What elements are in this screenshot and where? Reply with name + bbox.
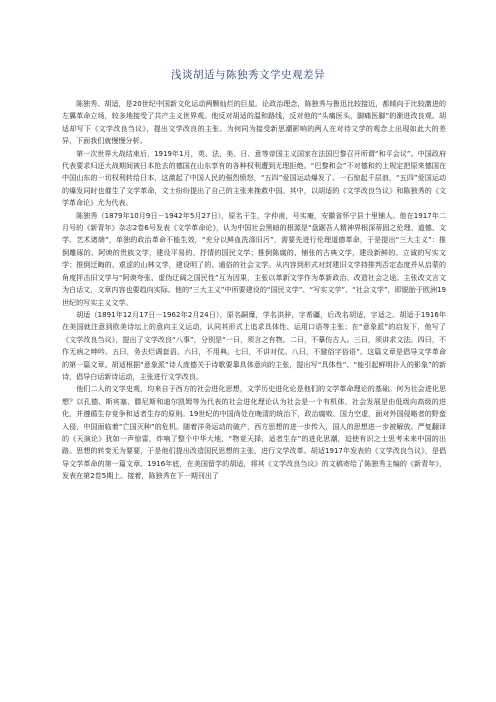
paragraph-intro: 陈独秀、胡适，是20世纪中国新文化运动两颗灿烂的巨星。论政治理念，陈独秀与鲁迅比较接近，都倾向于比较激进的左翼革命立场，较多地接受了共产主义世界观。他反对胡适的温和路线，反对他的“头痛医头，脚痛医脚”的渐进改良观。胡适却写下《文学改良刍议》，提出文学改良的主张。为何同为接受新思潮影响的两人在对待文学的观念上出现如此大的差异，下面我们就慢慢分析。: [62, 99, 446, 146]
paragraph-chen-duxiu: 陈独秀（1879年10月9日－1942年5月27日），原名干生，字仲甫，号实庵，安徽省怀宁县十里铺人。他在1917年二月号的《新青年》杂志2卷6号发表《文学革命论》，认为中国社会黑暗的根源是“盘踞吾人精神界根深蒂固之伦理、道德、文学、艺术诸端”，单独的政治革命不能生效，“充分以鲜血洗涤旧污”，需要先进行伦理道德革命，于是提出“三大主义”：推倒雕琢的、阿谀的贵族文学，建设平易的、抒情的国民文学；推倒陈腐的、铺张的古典文学，建设新鲜的、立诚的写实文学；推倒迂晦的、艰涩的山林文学，建设明了的、通俗的社会文学。从内容到形式对封建旧文学持排判否定态度并从启蒙的角度抨击旧文学与“阿谀夸张、虚伪迂阔之国民性”互为因果，主张以革新文学作为革新政治、改造社会之途。主张改文言文为白话文，文章内容也要趋向实际。他的“三大主义”中所要建设的“国民文学”、“写实文学”、“社会文学”，即脱胎于欧洲19世纪的写实主义文学。: [62, 210, 446, 307]
document-body: [62, 98, 446, 483]
paragraph-background: 第一次世界大战结束后，1919年1月，英、法、美、日、意等帝国主义国家在法国巴黎召开所谓“和平会议”。中国政府代表要求归还大战期间被日本抢去的德国在山东享有的各种权利遭到无理拒绝。“巴黎和会”不对德和约上规定把原来德国在中国山东的一切权利转给日本，这激起了中国人民的强烈愤怒，“五四”爱国运动爆发了。一石惊起千层浪，“五四”爱国运动的爆发同时也催生了文学革命，文士纷纷提出了自己的主张来挽救中国。其中，以胡适的《文学改良刍议》和陈独秀的《文学革命论》尤为代表。: [62, 148, 446, 208]
document-title: 浅谈胡适与陈独秀文学史观差异: [171, 69, 325, 81]
paragraph-hu-shi: 胡适（1891年12月17日－1962年2月24日），原名嗣糜，学名洪骍，字希疆，后改名胡适，字适之。胡适于1916年在美国就注意到欧美诗坛上的意向主义运动，认同其形式上追求具体性、运用口语等主张；在“意象派”的启发下，他写了《文学改良刍议》，提出了文学改良“八事”，分别是“一曰，须言之有物。二曰，不摹仿古人。三曰，须讲求文法。四曰，不作无病之呻吟。五曰，务去烂调套语。六曰，不用典。七曰，不讲对仗。八曰，不避俗字俗语”。这篇文章是倡导文学革命的第一篇文章。胡适根据“意象派”诗人庞德关于诗歌要靠具体意向的主张，提出写“具体性”、“能引起鲜明扑人的影象”的新诗，倡导白话新诗运动，主张进行文学改良。: [62, 309, 446, 381]
paragraph-evolution-theory: 他们二人的文学史观，均来自于西方的社会进化思想，文学历史进化论是他们的文学革命理论的基础。何为社会进化思想？以孔德、斯宾塞、滕尼斯和迪尔凯姆等为代表的社会进化理论认为社会是一个有机体，社会发展是由低级向高级的进化，并遵循生存竞争和适者生存的原则。19世纪的中国尚处在晚清的统治下，政治腐败、国力空虚，面对外国侵略者的野蛮入侵，中国面临着“亡国灭种”的危机。随着洋务运动的破产，西方思想的进一步传入，国人的思想进一步被解放。严复翻译的《天演论》犹如一声惊雷，炸响了整个中华大地，“物竞天择，适者生存”的进化思潮，迫使有识之士思考未来中国的出路。思想的转变无为要要，于是他们提出改造国民思想的主张，进行文学改革。胡适1917年发表的《文学改良刍议》，是倡导文学革命的第一篇文章。1916年底，在美国留学的胡适，将其《文学改良刍议》的文稿寄给了陈独秀主编的《新青年》，发表在第2卷5期上。接着，陈独秀在下一期刊出了: [62, 384, 446, 481]
